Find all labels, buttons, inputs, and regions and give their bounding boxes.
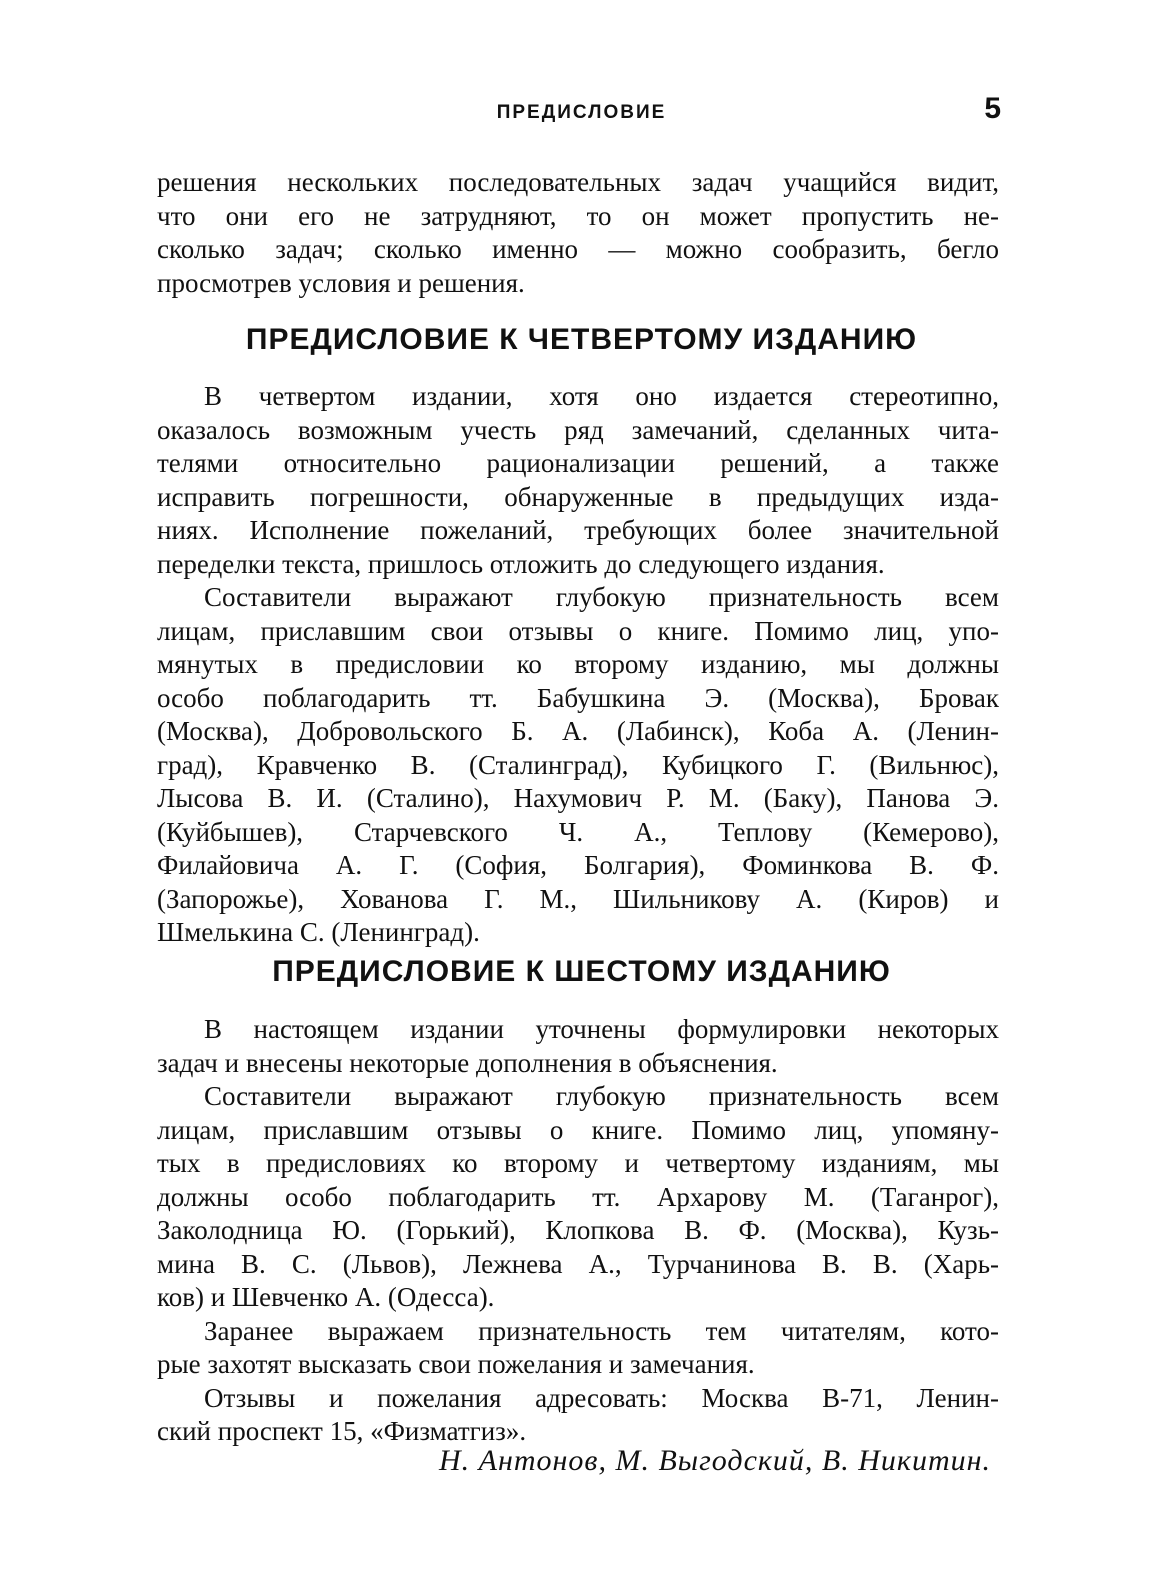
text-line: ков) и Шевченко А. (Одесса). — [157, 1282, 495, 1312]
text-line: задач и внесены некоторые дополнения в объяснения. — [157, 1047, 778, 1078]
text-line: Шмелькина С. (Ленинград). — [157, 917, 480, 947]
fourth-edition-text — [157, 380, 999, 950]
text-line: Составители выражают глубокую признательность всем — [204, 1081, 999, 1111]
text-line: должны особо поблагодарить тт. Архарову М. (Таганрог), — [157, 1181, 999, 1212]
text-line: тых в предисловиях ко второму и четвертому изданиям, мы — [157, 1148, 999, 1178]
running-title: ПРЕДИСЛОВИЕ — [496, 102, 667, 123]
text-line: (Запорожье), Хованова Г. М., Шильникову А. (Киров) и — [157, 883, 999, 914]
text-line: Лысова В. И. (Сталино), Нахумович Р. М. (Баку), Панова Э. — [157, 783, 999, 813]
text-line: рые захотят высказать свои пожелания и замечания. — [157, 1349, 755, 1379]
text-line: мянутых в предисловии ко второму изданию, мы должны — [157, 649, 999, 679]
text-line: телями относительно рационализации решений, а также — [157, 448, 999, 478]
text-line: лицам, приславшим отзывы о книге. Помимо лиц, упомяну- — [157, 1114, 999, 1145]
text-line: сколько задач; сколько именно — можно сообразить, бегло — [157, 234, 999, 264]
text-line: переделки текста, пришлось отложить до следующего издания. — [157, 548, 885, 579]
text-line: исправить погрешности, обнаруженные в предыдущих изда- — [157, 481, 999, 512]
text-line: мина В. С. (Львов), Лежнева А., Турчанинова В. В. (Харь- — [157, 1248, 999, 1279]
text-line: (Куйбышев), Старчевского Ч. А., Теплову (Кемерово), — [157, 816, 999, 847]
text-line: В настоящем издании уточнены формулировки некоторых — [204, 1014, 999, 1044]
text-line: Филайовича А. Г. (София, Болгария), Фоминкова В. Ф. — [157, 850, 999, 880]
text-line: град), Кравченко В. (Сталинград), Кубицкого Г. (Вильнюс), — [157, 749, 999, 780]
page-number: 5 — [984, 92, 1001, 125]
sixth-edition-text — [157, 1013, 999, 1449]
text-line: ниях. Исполнение пожеланий, требующих более значительной — [157, 515, 999, 545]
text-line: Заколодница Ю. (Горький), Клопкова В. Ф. (Москва), Кузь- — [157, 1215, 999, 1245]
authors-signature: Н. Антонов, М. Выгодский, В. Никитин. — [439, 1444, 991, 1477]
text-line: ский проспект 15, «Физматгиз». — [157, 1416, 527, 1446]
heading-sixth-edition: ПРЕДИСЛОВИЕ К ШЕСТОМУ ИЗДАНИЮ — [272, 955, 891, 988]
text-line: оказалось возможным учесть ряд замечаний, сделанных чита- — [157, 414, 999, 445]
text-line: Составители выражают глубокую признательность всем — [204, 582, 999, 612]
running-head — [0, 92, 1163, 128]
text-line: (Москва), Добровольского Б. А. (Лабинск), Коба А. (Ленин- — [157, 716, 999, 746]
text-line: лицам, приславшим свои отзывы о книге. Помимо лиц, упо- — [157, 615, 999, 646]
intro-paragraph — [157, 166, 999, 300]
heading-fourth-edition: ПРЕДИСЛОВИЕ К ЧЕТВЕРТОМУ ИЗДАНИЮ — [245, 323, 918, 356]
text-line: В четвертом издании, хотя оно издается стереотипно, — [204, 381, 999, 411]
text-line: Заранее выражаем признательность тем читателям, кото- — [204, 1315, 999, 1346]
text-line: просмотрев условия и решения. — [157, 267, 525, 298]
text-line: Отзывы и пожелания адресовать: Москва В-71, Ленин- — [204, 1382, 999, 1413]
text-line: решения нескольких последовательных задач учащийся видит, — [157, 167, 999, 197]
text-line: особо поблагодарить тт. Бабушкина Э. (Москва), Бровак — [157, 682, 999, 713]
text-line: что они его не затрудняют, то он может пропустить не- — [157, 200, 999, 231]
